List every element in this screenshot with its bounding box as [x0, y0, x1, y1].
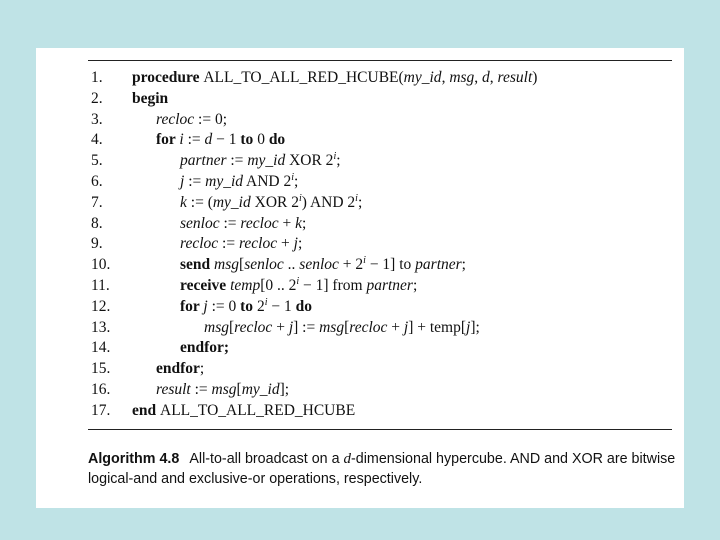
code-line [36, 68, 684, 89]
line-text [156, 380, 289, 401]
code-text: i [355, 192, 358, 204]
code-text: ; [461, 256, 466, 274]
document-page [36, 48, 684, 508]
code-text: AND 2 [243, 172, 292, 190]
code-text: i [264, 296, 268, 308]
identifier: my_id [205, 172, 244, 190]
code-text: := 0; [194, 110, 228, 128]
identifier: senloc [299, 256, 339, 274]
line-text [156, 110, 227, 131]
keyword: for [156, 131, 180, 149]
line-number: 10. [91, 256, 111, 274]
code-text: ] := [293, 318, 320, 336]
keyword: begin [132, 89, 169, 107]
code-text: − 1] to [365, 256, 416, 274]
identifier: recloc [238, 235, 278, 253]
code-line [36, 318, 684, 339]
line-number: 15. [91, 360, 111, 378]
code-text: ; [412, 276, 418, 294]
code-text: , [474, 69, 483, 86]
identifier: my_id [241, 380, 280, 398]
identifier: temp [230, 276, 261, 294]
identifier: recloc [349, 318, 388, 336]
keyword: send [180, 256, 215, 274]
line-text [132, 89, 168, 110]
identifier: my_id [212, 193, 251, 211]
identifier: j [293, 235, 298, 253]
code-line [36, 297, 684, 318]
line-number: 17. [91, 401, 111, 419]
line-number: 14. [91, 339, 111, 357]
identifier: i [179, 131, 184, 149]
identifier: msg [211, 380, 237, 398]
line-text [180, 151, 341, 172]
code-text: XOR 2 [250, 193, 299, 211]
keyword: procedure [132, 69, 204, 86]
code-text: := [190, 380, 212, 398]
keyword: do [295, 297, 312, 315]
code-text: i [291, 171, 295, 183]
line-number: 7. [91, 193, 103, 211]
code-text: ; [294, 172, 299, 190]
line-number: 12. [91, 297, 111, 315]
identifier: my_id [403, 69, 442, 86]
identifier: k [295, 214, 302, 232]
identifier: my_id [247, 152, 286, 170]
code-text: [ [236, 380, 242, 398]
code-text: + [387, 318, 404, 336]
line-text [180, 172, 298, 193]
caption-text-before: All-to-all broadcast on a [189, 451, 344, 467]
bottom-rule [88, 429, 672, 430]
identifier: d [204, 131, 213, 149]
code-text: − 1 [212, 131, 241, 149]
code-text: := [218, 235, 239, 253]
line-text [132, 68, 537, 89]
code-text: := [226, 152, 248, 170]
line-number: 4. [91, 131, 103, 149]
keyword: to [240, 297, 254, 315]
code-text: [ [239, 256, 245, 274]
caption-label: Algorithm 4.8 [88, 451, 180, 467]
identifier: recloc [180, 235, 219, 253]
code-line [36, 359, 684, 380]
identifier: result [497, 69, 533, 86]
keyword: do [268, 131, 286, 149]
caption-text-after: -dimensional hypercube. AND and XOR are bitwise logical-and and exclusive-or operations, respectively. [88, 451, 676, 487]
line-number: 13. [91, 318, 111, 336]
code-line [36, 214, 684, 235]
identifier: j [403, 318, 409, 336]
line-text [180, 276, 417, 297]
keyword: end [132, 401, 160, 419]
line-number: 6. [91, 172, 103, 190]
code-text: := 0 [207, 297, 241, 315]
line-number: 9. [91, 235, 103, 253]
keyword: endfor [156, 360, 200, 378]
code-text: , [441, 69, 450, 86]
code-text: [ [228, 318, 235, 336]
caption-math: d [343, 451, 352, 467]
identifier: j [203, 297, 208, 315]
line-number: 3. [91, 110, 103, 128]
code-text: := ( [186, 193, 213, 211]
identifier: j [288, 318, 294, 336]
code-line [36, 380, 684, 401]
line-text [204, 318, 480, 339]
line-text [156, 130, 285, 151]
code-line [36, 401, 684, 422]
code-line [36, 110, 684, 131]
code-text: − 1] from [299, 276, 367, 294]
keyword: endfor; [180, 339, 230, 357]
code-text: 0 [253, 131, 269, 149]
line-text [132, 401, 355, 422]
code-text: ; [301, 214, 307, 232]
identifier: senloc [244, 256, 284, 274]
code-text: i [296, 275, 300, 287]
line-number: 16. [91, 380, 111, 398]
code-text: + [277, 235, 294, 253]
code-text: ) AND 2 [301, 193, 356, 211]
line-number: 11. [91, 276, 110, 294]
code-line [36, 89, 684, 110]
line-text [180, 338, 229, 359]
code-text: ; [336, 152, 341, 170]
code-line [36, 276, 684, 297]
code-text: 2 [253, 297, 265, 315]
code-text: ]; [279, 380, 290, 398]
code-line [36, 255, 684, 276]
code-text: i [333, 151, 337, 163]
line-text [180, 297, 312, 318]
code-text: − 1 [267, 297, 296, 315]
identifier: j [466, 318, 471, 336]
code-text: ) [532, 69, 538, 86]
line-number: 2. [91, 89, 103, 107]
code-text: ; [199, 360, 205, 378]
algorithm-listing [36, 68, 684, 422]
code-text: XOR 2 [285, 152, 334, 170]
line-text [180, 234, 302, 255]
code-text: + [278, 214, 296, 232]
identifier: senloc [180, 214, 220, 232]
identifier: msg [204, 318, 229, 336]
identifier: recloc [240, 214, 279, 232]
code-text: := [219, 214, 241, 232]
line-number: 5. [91, 152, 103, 170]
code-line [36, 338, 684, 359]
code-text: ALL_TO_ALL_RED_HCUBE [160, 401, 356, 419]
code-text: .. [283, 256, 300, 274]
code-text: := [184, 172, 206, 190]
code-text: i [363, 255, 366, 267]
identifier: msg [319, 318, 345, 336]
code-text: [ [344, 318, 350, 336]
identifier: recloc [156, 110, 195, 128]
code-text: [0 .. 2 [260, 276, 297, 294]
keyword: to [240, 131, 254, 149]
keyword: receive [180, 276, 231, 294]
code-text: := [183, 131, 205, 149]
line-number: 1. [91, 69, 103, 86]
identifier: result [156, 380, 191, 398]
identifier: msg [449, 69, 475, 86]
code-line [36, 234, 684, 255]
code-text: ] + temp[ [408, 318, 467, 336]
code-line [36, 193, 684, 214]
code-line [36, 151, 684, 172]
code-line [36, 172, 684, 193]
identifier: d [482, 69, 490, 86]
algorithm-caption [88, 449, 678, 489]
identifier: recloc [234, 318, 273, 336]
line-text [180, 214, 306, 235]
line-number: 8. [91, 214, 103, 232]
identifier: j [180, 172, 185, 190]
identifier: partner [415, 256, 462, 274]
code-text: ; [297, 235, 303, 253]
top-rule [88, 60, 672, 61]
code-text: + [272, 318, 289, 336]
identifier: partner [180, 152, 227, 170]
code-text: i [298, 192, 302, 204]
code-text: ; [357, 193, 363, 211]
identifier: msg [214, 256, 240, 274]
code-text: ALL_TO_ALL_RED_HCUBE( [203, 69, 404, 86]
line-text [156, 359, 204, 380]
identifier: k [180, 193, 187, 211]
code-text: ]; [470, 318, 480, 336]
line-text [180, 193, 362, 214]
line-text [180, 255, 466, 276]
code-text: , [489, 69, 498, 86]
code-line [36, 130, 684, 151]
code-text: + 2 [338, 256, 364, 274]
identifier: partner [366, 276, 413, 294]
keyword: for [180, 297, 204, 315]
